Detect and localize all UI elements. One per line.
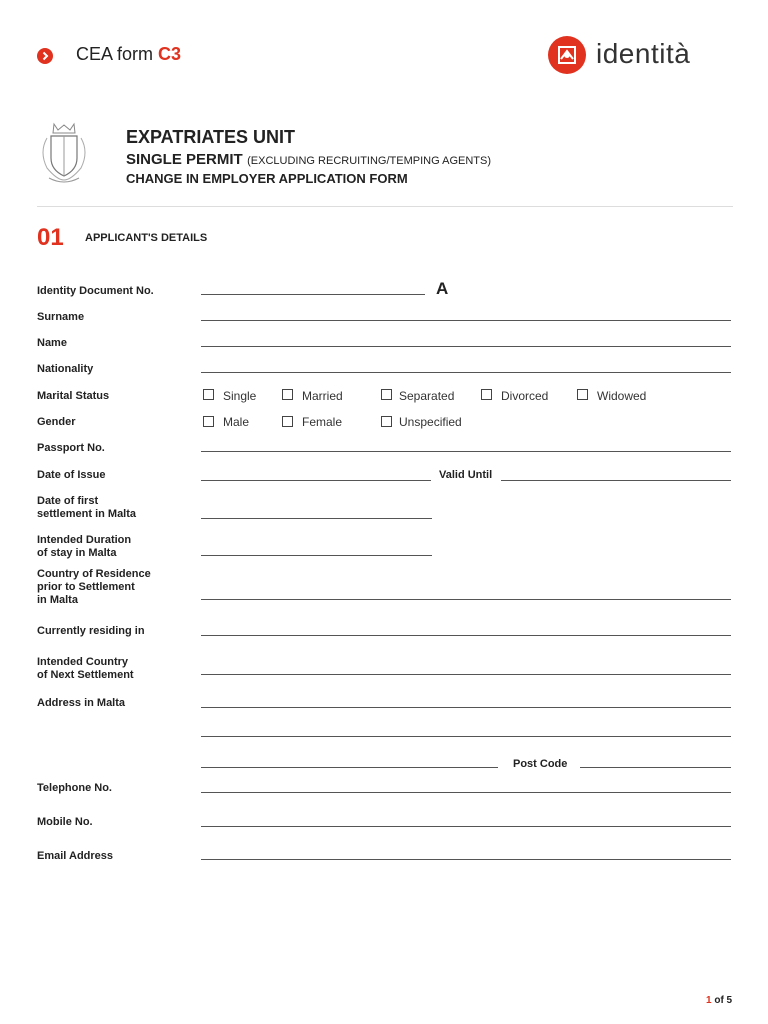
gender-label: Gender (37, 416, 76, 428)
post-code-input[interactable] (580, 767, 731, 768)
post-code-label: Post Code (513, 758, 568, 770)
form-title: CHANGE IN EMPLOYER APPLICATION FORM (126, 171, 408, 186)
name-input[interactable] (201, 346, 731, 347)
address-label: Address in Malta (37, 697, 126, 709)
email-label: Email Address (37, 850, 114, 862)
email-input[interactable] (201, 859, 731, 860)
marital-separated-checkbox[interactable] (381, 389, 392, 400)
coat-of-arms-icon (37, 120, 91, 186)
valid-until-input[interactable] (501, 480, 731, 481)
surname-label: Surname (37, 311, 85, 323)
mobile-input[interactable] (201, 826, 731, 827)
section-heading: APPLICANT'S DETAILS (85, 232, 208, 244)
marital-widowed-label: Widowed (597, 389, 647, 403)
gender-male-checkbox[interactable] (203, 416, 214, 427)
next-country-label: Intended Country of Next Settlement (37, 656, 134, 681)
mobile-label: Mobile No. (37, 816, 93, 828)
date-issue-label: Date of Issue (37, 469, 106, 481)
intended-duration-label: Intended Duration of stay in Malta (37, 534, 132, 559)
name-label: Name (37, 337, 67, 349)
nationality-input[interactable] (201, 372, 731, 373)
marital-separated-label: Separated (399, 389, 455, 403)
section-number: 01 (37, 224, 64, 251)
identity-doc-label: Identity Document No. (37, 285, 154, 297)
country-residence-label: Country of Residence prior to Settlement in Malta (37, 568, 151, 606)
address-line-3-input[interactable] (201, 767, 498, 768)
gender-female-checkbox[interactable] (282, 416, 293, 427)
marital-married-label: Married (302, 389, 343, 403)
currently-residing-label: Currently residing in (37, 625, 145, 637)
header-divider (37, 206, 733, 207)
page-number: 1 of 5 (706, 995, 733, 1006)
form-bullet-icon (37, 48, 53, 64)
valid-until-label: Valid Until (439, 469, 493, 481)
gender-unspecified-checkbox[interactable] (381, 416, 392, 427)
telephone-label: Telephone No. (37, 782, 112, 794)
marital-status-label: Marital Status (37, 390, 110, 402)
marital-divorced-checkbox[interactable] (481, 389, 492, 400)
passport-label: Passport No. (37, 442, 105, 454)
first-settlement-label: Date of first settlement in Malta (37, 495, 137, 520)
nationality-label: Nationality (37, 363, 94, 375)
unit-title: EXPATRIATES UNIT (126, 127, 296, 147)
first-settlement-input[interactable] (201, 518, 432, 519)
marital-single-label: Single (223, 389, 257, 403)
marital-single-checkbox[interactable] (203, 389, 214, 400)
identity-doc-input[interactable] (201, 294, 425, 295)
intended-duration-input[interactable] (201, 555, 432, 556)
marital-married-checkbox[interactable] (282, 389, 293, 400)
address-line-1-input[interactable] (201, 707, 731, 708)
form-id: CEA form C3 (76, 44, 182, 64)
marital-divorced-label: Divorced (501, 389, 549, 403)
brand-name: identità (596, 38, 691, 69)
currently-residing-input[interactable] (201, 635, 731, 636)
passport-input[interactable] (201, 451, 731, 452)
identita-logo-icon (547, 35, 587, 75)
date-issue-input[interactable] (201, 480, 431, 481)
identity-doc-suffix: A (436, 279, 449, 298)
gender-female-label: Female (302, 415, 343, 429)
country-residence-input[interactable] (201, 599, 731, 600)
permit-title: SINGLE PERMIT (EXCLUDING RECRUITING/TEMPING AGENTS) (126, 151, 491, 168)
marital-widowed-checkbox[interactable] (577, 389, 588, 400)
address-line-2-input[interactable] (201, 736, 731, 737)
gender-unspecified-label: Unspecified (399, 415, 462, 429)
gender-male-label: Male (223, 415, 250, 429)
next-country-input[interactable] (201, 674, 731, 675)
surname-input[interactable] (201, 320, 731, 321)
telephone-input[interactable] (201, 792, 731, 793)
